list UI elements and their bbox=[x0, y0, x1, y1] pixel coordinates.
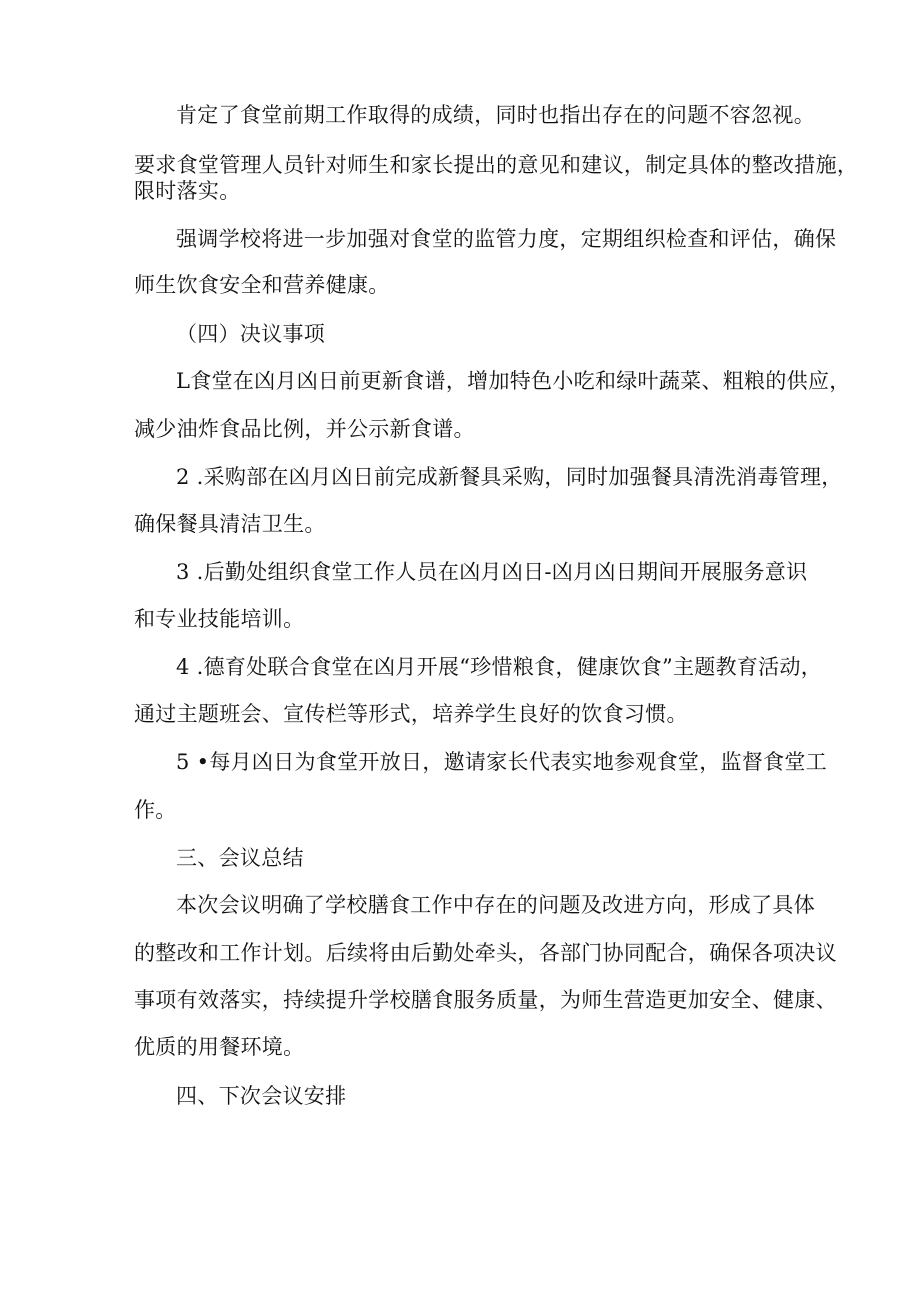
paragraph-line: 2 .采购部在凶月凶日前完成新餐具采购，同时加强餐具清洗消毒管理， bbox=[176, 465, 843, 489]
paragraph-line: 确保餐具清洁卫生。 bbox=[134, 512, 326, 536]
paragraph-line: 3 .后勤处组织食堂工作人员在凶月凶日-凶月凶日期间开展服务意识 bbox=[176, 560, 808, 584]
paragraph-line: 作。 bbox=[134, 798, 177, 822]
paragraph-line: 的整改和工作计划。后续将由后勤处牵头，各部门协同配合，确保各项决议 bbox=[134, 941, 837, 965]
section-heading: 三、会议总结 bbox=[176, 846, 304, 870]
paragraph-line: L食堂在凶月凶日前更新食谱，增加特色小吃和绿叶蔬菜、粗粮的供应， bbox=[176, 369, 851, 393]
paragraph-line: 5 •每月凶日为食堂开放日，邀请家长代表实地参观食堂，监督食堂工 bbox=[176, 750, 828, 774]
paragraph-line: 事项有效落实，持续提升学校膳食服务质量，为师生营造更加安全、健康、 bbox=[134, 988, 837, 1012]
paragraph-line: 肯定了食堂前期工作取得的成绩，同时也指出存在的问题不容忽视。 bbox=[176, 103, 815, 127]
paragraph-line: 通过主题班会、宣传栏等形式，培养学生良好的饮食习惯。 bbox=[134, 702, 688, 726]
paragraph-line: 师生饮食安全和营养健康。 bbox=[134, 273, 390, 297]
section-heading: 四、下次会议安排 bbox=[176, 1084, 347, 1108]
paragraph-line: 优质的用餐环境。 bbox=[134, 1035, 305, 1059]
paragraph-line: 要求食堂管理人员针对师生和家长提出的意见和建议，制定具体的整改措施， bbox=[134, 153, 859, 177]
section-heading: （四）决议事项 bbox=[176, 322, 326, 346]
paragraph-line: 强调学校将进一步加强对食堂的监管力度，定期组织检查和评估，确保 bbox=[176, 227, 837, 251]
paragraph-line: 和专业技能培训。 bbox=[134, 607, 305, 631]
paragraph-line: 4 .德育处联合食堂在凶月开展“珍惜粮食，健康饮食”主题教育活动， bbox=[176, 655, 823, 679]
paragraph-line: 本次会议明确了学校膳食工作中存在的问题及改进方向，形成了具体 bbox=[176, 893, 815, 917]
paragraph-line: 限时落实。 bbox=[134, 179, 241, 203]
paragraph-line: 减少油炸食品比例，并公示新食谱。 bbox=[134, 417, 475, 441]
